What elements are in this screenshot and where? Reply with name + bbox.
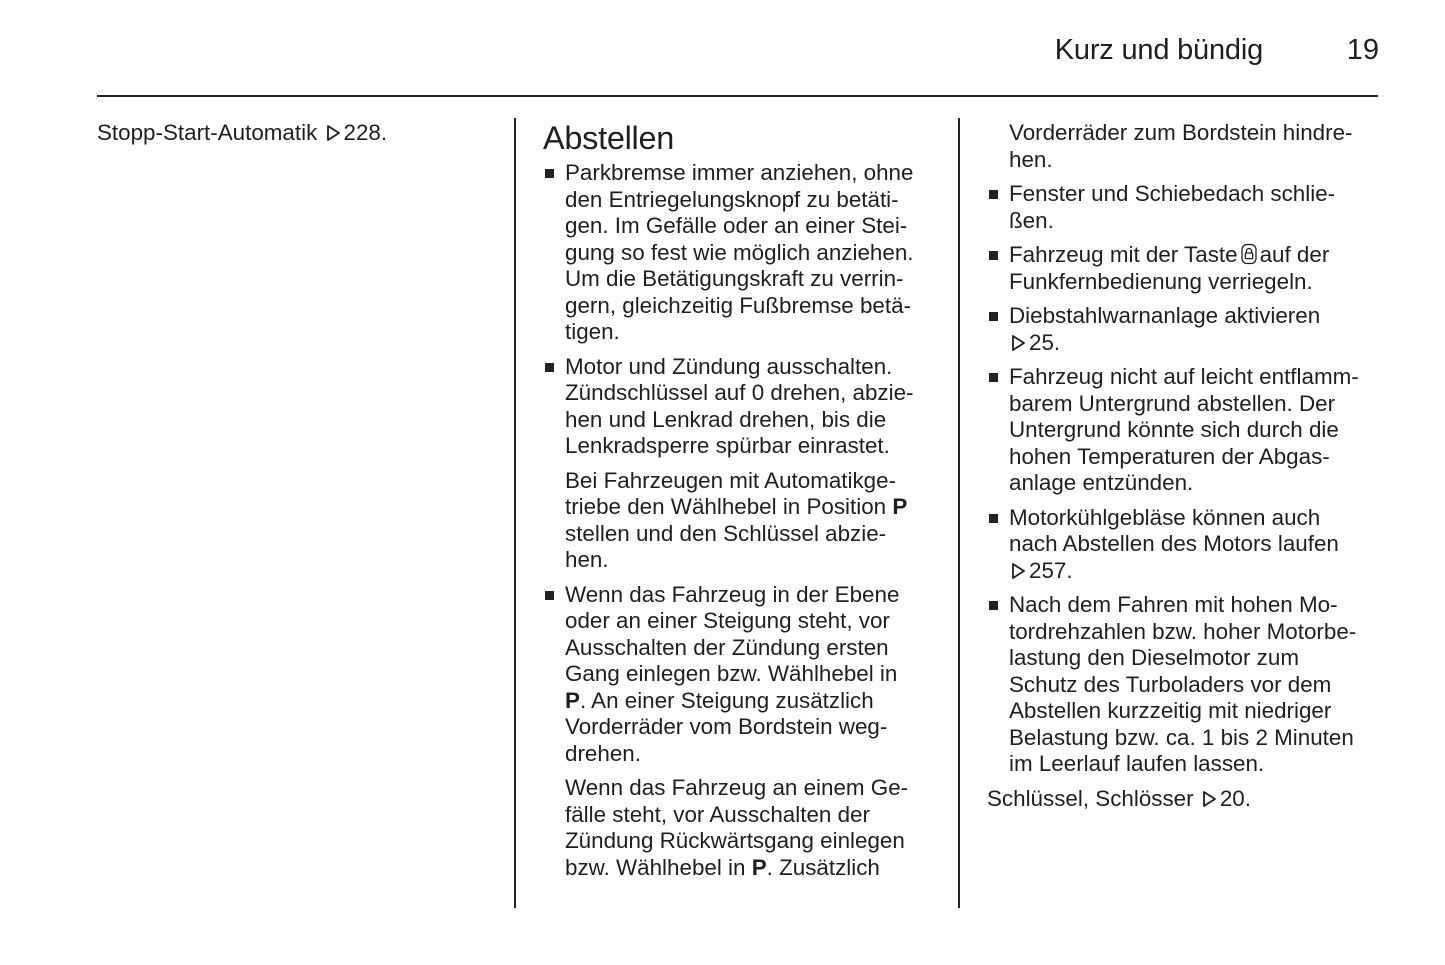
- reference-text: Schlüssel, Schlösser: [987, 785, 1194, 811]
- header-rule: [97, 95, 1378, 97]
- page-reference[interactable]: [1200, 786, 1251, 811]
- reference-page: 228.: [343, 120, 388, 145]
- text-line: Zündschlüssel auf 0 drehen, abzie-: [565, 380, 914, 405]
- text-line: Motor und Zündung ausschalten.: [565, 353, 893, 379]
- text-line: anlage entzünden.: [1009, 470, 1194, 495]
- text-run: triebe den Wählhebel in Position: [565, 494, 893, 519]
- text-line: Vorderräder vom Bordstein weg-: [565, 714, 888, 739]
- gear-position-label: P: [565, 687, 580, 713]
- text-line: Fahrzeug nicht auf leicht entflamm-: [1009, 364, 1359, 389]
- bullet-square-icon: [545, 363, 554, 372]
- lock-key-icon: [1240, 243, 1258, 265]
- paragraph: [543, 468, 943, 574]
- text-line: Um die Betätigungskraft zu verrin-: [565, 266, 904, 291]
- bullet-square-icon: [989, 312, 998, 321]
- text-run: auf der: [1259, 242, 1330, 267]
- bullet-square-icon: [545, 591, 554, 600]
- column-right: [987, 120, 1387, 812]
- text-line: Zündung Rückwärtsgang einlegen: [565, 828, 905, 853]
- list-item: [987, 181, 1387, 234]
- page-number: 19: [1346, 34, 1379, 66]
- list-item: [987, 505, 1387, 585]
- text-line: Schutz des Turboladers vor dem: [1009, 671, 1332, 697]
- text-line: den Entriegelungsknopf zu betäti-: [565, 186, 899, 212]
- text-line: lastung den Dieselmotor zum: [1009, 645, 1299, 670]
- text-line: hen.: [1009, 146, 1053, 172]
- bullet-square-icon: [989, 373, 998, 382]
- text-line: gung so fest wie möglich anziehen.: [565, 239, 914, 265]
- column-divider-left: [514, 118, 516, 908]
- reference-arrow-icon: [1010, 562, 1026, 580]
- list-item: [987, 364, 1387, 497]
- text-line: [565, 855, 943, 882]
- cross-reference-stopp-start[interactable]: [97, 120, 497, 147]
- bullet-square-icon: [989, 190, 998, 199]
- text-line: Parkbremse immer anziehen, ohne: [565, 160, 914, 185]
- bullet-square-icon: [989, 514, 998, 523]
- paragraph: [543, 775, 943, 881]
- bullet-square-icon: [545, 169, 554, 178]
- reference-arrow-icon: [1010, 334, 1026, 352]
- text-line: Fenster und Schiebedach schlie-: [1009, 181, 1336, 206]
- text-line: oder an einer Steigung steht, vor: [565, 608, 890, 633]
- text-line: [565, 688, 943, 715]
- text-line: Belastung bzw. ca. 1 bis 2 Minuten: [1009, 724, 1354, 750]
- text-line: Nach dem Fahren mit hohen Mo-: [1009, 592, 1338, 617]
- text-line: gern, gleichzeitig Fußbremse betä-: [565, 292, 911, 318]
- text-line: Wenn das Fahrzeug in der Ebene: [565, 581, 900, 607]
- text-line: [1009, 242, 1387, 269]
- list-item: [987, 303, 1387, 356]
- page-reference[interactable]: [1009, 330, 1387, 357]
- text-line: gen. Im Gefälle oder an einer Stei-: [565, 213, 908, 238]
- text-line: hohen Temperaturen der Abgas-: [1009, 443, 1330, 469]
- column-divider-right: [958, 118, 960, 908]
- text-line: Diebstahlwarnanlage aktivieren: [1009, 303, 1321, 328]
- gear-position-label: P: [892, 494, 908, 519]
- page-reference[interactable]: [324, 120, 388, 145]
- reference-page: 257.: [1029, 557, 1073, 583]
- text-line: Vorderräder zum Bordstein hindre-: [1009, 120, 1353, 145]
- text-line: barem Untergrund abstellen. Der: [1009, 390, 1336, 416]
- bullet-square-icon: [989, 601, 998, 610]
- text-run: Fahrzeug mit der Taste: [1009, 242, 1238, 267]
- text-line: tigen.: [565, 319, 620, 344]
- text-line: hen und Lenkrad drehen, bis die: [565, 406, 887, 432]
- text-line: ßen.: [1009, 207, 1054, 233]
- reference-arrow-icon: [325, 124, 341, 142]
- text-line: Wenn das Fahrzeug an einem Ge-: [565, 775, 909, 800]
- text-line: im Leerlauf laufen lassen.: [1009, 751, 1265, 776]
- text-line: Ausschalten der Zündung ersten: [565, 634, 889, 660]
- text-line: Lenkradsperre spürbar einrastet.: [565, 433, 890, 458]
- list-item: [987, 242, 1387, 295]
- text-line: Funkfernbedienung verriegeln.: [1009, 268, 1313, 294]
- text-line: Abstellen kurzzeitig mit niedriger: [1009, 698, 1332, 723]
- column-middle: [543, 120, 943, 889]
- list-item: [987, 592, 1387, 778]
- text-line: drehen.: [565, 740, 641, 766]
- text-run: . An einer Steigung zusätzlich: [579, 687, 874, 713]
- list-item: [543, 582, 943, 768]
- text-line: Bei Fahrzeugen mit Automatikge-: [565, 467, 897, 493]
- text-line: fälle steht, vor Ausschalten der: [565, 801, 870, 827]
- reference-page: 25.: [1029, 329, 1061, 355]
- section-heading: Abstellen: [543, 120, 674, 156]
- paragraph-continued: [987, 120, 1387, 173]
- gear-position-label: P: [751, 854, 767, 880]
- text-line: nach Abstellen des Motors laufen: [1009, 531, 1339, 556]
- column-left: [97, 120, 497, 147]
- text-line: hen.: [565, 547, 609, 572]
- text-line: Motorkühlgebläse können auch: [1009, 504, 1321, 530]
- reference-arrow-icon: [1201, 790, 1217, 808]
- header-title: Kurz und bündig: [1054, 34, 1263, 66]
- cross-reference-schluessel[interactable]: [987, 786, 1387, 813]
- reference-text: Stopp-Start-Automatik: [97, 120, 318, 145]
- text-line: Gang einlegen bzw. Wählhebel in: [565, 661, 898, 686]
- text-line: Untergrund könnte sich durch die: [1009, 417, 1339, 442]
- text-line: [565, 494, 943, 521]
- bullet-square-icon: [989, 251, 998, 260]
- text-run: . Zusätzlich: [766, 854, 880, 880]
- text-line: tordrehzahlen bzw. hoher Motorbe-: [1009, 618, 1357, 644]
- text-run: bzw. Wählhebel in: [565, 854, 752, 880]
- page-reference[interactable]: [1009, 558, 1387, 585]
- text-line: stellen und den Schlüssel abzie-: [565, 520, 887, 546]
- reference-page: 20.: [1219, 785, 1251, 811]
- list-item: [543, 160, 943, 346]
- list-item: [543, 354, 943, 460]
